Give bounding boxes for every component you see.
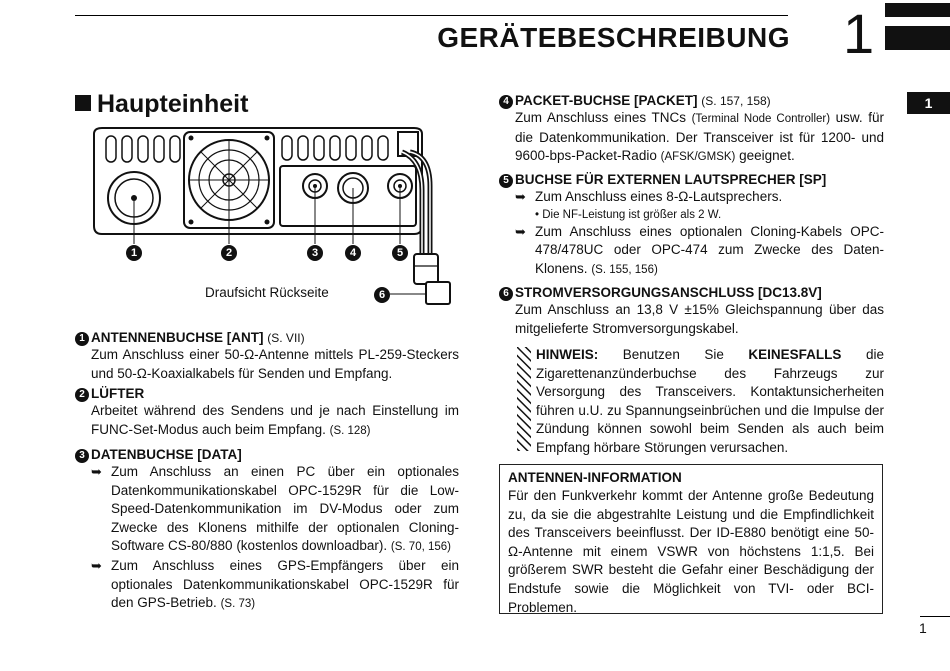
chapter-title: GERÄTEBESCHREIBUNG bbox=[437, 22, 790, 53]
info-box-text: Für den Funkverkehr kommt der Antenne große Bedeutung zu, da sie die abgestrahlte Leistung und die Empfindlichkeit des Transceivers beeinflusst. Der ID-E880 benötigt eine 50-Ω-Antenne mit einem VSWR von höchstens 1:1,5. Bei größerem SWR besteht die Gefahr einer Beschädigung der Endstufe sowie die Möglichkeit von TVI- oder BCI-Problemen. bbox=[508, 488, 874, 615]
number-badge: 5 bbox=[499, 174, 513, 188]
info-box-title: ANTENNEN-INFORMATION bbox=[508, 470, 682, 485]
section-title bbox=[75, 90, 248, 119]
side-chapter-tab[interactable]: 1 bbox=[907, 92, 950, 114]
item-heading bbox=[75, 330, 459, 346]
item-power-connector bbox=[499, 285, 884, 338]
square-bullet-icon bbox=[75, 95, 91, 111]
arrow-bullet-icon: ➥ bbox=[515, 223, 526, 239]
page-reference: (S. 155, 156) bbox=[591, 263, 658, 276]
bullet-item: ➥ Zum Anschluss an einen PC über ein optionales Datenkommunikationskabel OPC-1529R für die Low-Speed-Datenkommunikation im DV-Modus oder zum Zwecke des Klonens mithilfe der optionalen Cloning-Software CS-80/880 (kostenlos downloadbar). (S. 70, 156) bbox=[91, 464, 459, 554]
item-title: BUCHSE FÜR EXTERNEN LAUTSPRECHER [SP] bbox=[515, 172, 827, 187]
figure-marker-1: 1 bbox=[126, 245, 142, 261]
figure-marker-5: 5 bbox=[392, 245, 408, 261]
item-title: ANTENNENBUCHSE [ANT] bbox=[91, 330, 264, 345]
page-reference: (S. 128) bbox=[329, 424, 371, 437]
chapter-tab-bar-top bbox=[885, 3, 950, 17]
item-heading bbox=[75, 386, 459, 402]
note-label: HINWEIS: bbox=[536, 347, 599, 362]
bullet-item: ➥ Zum Anschluss eines 8-Ω-Lautsprechers. bbox=[515, 188, 884, 207]
number-badge: 6 bbox=[499, 287, 513, 301]
item-speaker-jack bbox=[499, 172, 884, 279]
section-title-text: Haupteinheit bbox=[97, 90, 249, 118]
chapter-number: 1 bbox=[843, 2, 875, 65]
item-description: Arbeitet während des Sendens und je nach Einstellung im FUNC-Set-Modus auch beim Empfang. (S. 128) bbox=[91, 403, 459, 437]
arrow-bullet-icon: ➥ bbox=[515, 189, 526, 204]
item-data-jack bbox=[75, 447, 459, 614]
item-heading bbox=[499, 93, 884, 109]
item-description: Zum Anschluss an 13,8 V ±15% Gleichspannung über das mitgelieferte Stromversorgungskabel. bbox=[515, 302, 884, 336]
bullet-item: ➥ Zum Anschluss eines GPS-Empfängers über ein optionales Datenkommunikationskabel OPC-1529R für den GPS-Betrieb. (S. 73) bbox=[91, 557, 459, 611]
item-title: LÜFTER bbox=[91, 386, 145, 401]
arrow-bullet-icon: ➥ bbox=[91, 464, 102, 479]
item-antenna-jack bbox=[75, 330, 459, 383]
page-reference: (S. 73) bbox=[220, 598, 256, 611]
chapter-tab-bar bbox=[885, 26, 950, 50]
heatsink-fins-right bbox=[282, 136, 388, 160]
figure-marker-3: 3 bbox=[307, 245, 323, 261]
bullet-item: ➥ Zum Anschluss eines optionalen Cloning-Kabels OPC-478/478UC oder OPC-474 zum Zwecke des Daten-Klonens. (S. 155, 156) bbox=[515, 223, 884, 276]
figure-marker-2: 2 bbox=[221, 245, 237, 261]
arrow-bullet-icon: ➥ bbox=[91, 557, 102, 573]
figure-marker-4: 4 bbox=[345, 245, 361, 261]
item-heading bbox=[75, 447, 459, 463]
figure-caption: Draufsicht Rückseite bbox=[205, 285, 329, 300]
hatched-note-icon bbox=[516, 347, 532, 451]
footer-rule bbox=[920, 616, 950, 617]
item-title: STROMVERSORGUNGSANSCHLUSS [DC13.8V] bbox=[515, 285, 822, 300]
item-description: Zum Anschluss einer 50-Ω-Antenne mittels PL-259-Steckers und 50-Ω-Koaxialkabels für Senden und Empfang. bbox=[91, 347, 459, 381]
sub-bullet-item: • Die NF-Leistung ist größer als 2 W. bbox=[535, 208, 722, 221]
figure-marker-6: 6 bbox=[374, 287, 390, 303]
page-number: 1 bbox=[919, 620, 927, 636]
antenna-info-box bbox=[499, 464, 883, 614]
page-reference: (S. 157, 158) bbox=[701, 94, 771, 108]
number-badge: 2 bbox=[75, 388, 89, 402]
number-badge: 3 bbox=[75, 449, 89, 463]
rear-panel-illustration bbox=[84, 126, 460, 308]
number-badge: 4 bbox=[499, 95, 513, 109]
note-hinweis: HINWEIS: Benutzen Sie KEINESFALLS die Zigarettenanzünderbuchse des Fahrzeugs zur Versorgung des Transceivers. Kontaktunsicherheiten führen u.U. zu Spannungseinbrüchen und die Impulse der Zündung können sowohl beim Senden als auch beim Empfang hörbare Störungen verursachen. bbox=[536, 347, 884, 455]
item-title: PACKET-BUCHSE [PACKET] bbox=[515, 93, 698, 108]
item-heading bbox=[499, 285, 884, 301]
number-badge: 1 bbox=[75, 332, 89, 346]
note-emphasis: KEINESFALLS bbox=[748, 347, 842, 362]
item-title: DATENBUCHSE [DATA] bbox=[91, 447, 242, 462]
item-packet-jack bbox=[499, 93, 884, 167]
item-description: Zum Anschluss eines TNCs (Terminal Node Controller) usw. für die Datenkommunikation. Der Transceiver ist für 1200- und 9600-bps-Packet-Radio (AFSK/GMSK) geeignet. bbox=[515, 110, 884, 164]
page-reference: (S. 70, 156) bbox=[390, 541, 452, 554]
header-rule bbox=[75, 15, 788, 16]
item-heading bbox=[499, 172, 884, 188]
item-fan bbox=[75, 386, 459, 440]
page-reference: (S. VII) bbox=[267, 331, 305, 345]
